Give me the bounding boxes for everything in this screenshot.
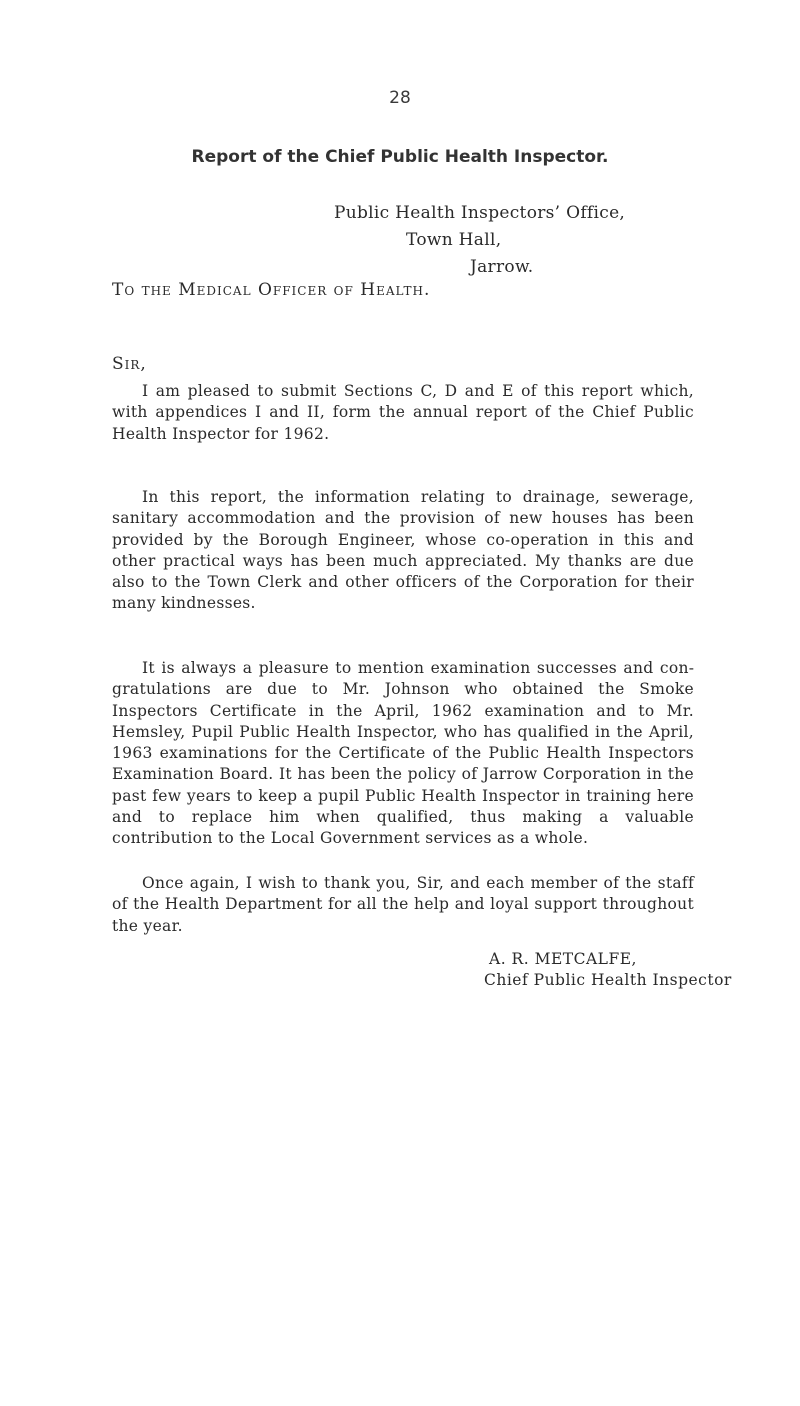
report-heading: Report of the Chief Public Health Inspector. [191,147,609,167]
body-paragraph-1 [112,381,694,445]
signatory-title: Chief Public Health Inspector [484,971,732,990]
address-line-office: Public Health Inspectors’ Office, [334,203,626,223]
page-number: 28 [389,88,411,108]
body-paragraph-2 [112,487,694,615]
signature-block [484,949,732,992]
signatory-name: A. R. METCALFE, [489,950,637,968]
sender-address [330,200,690,281]
paragraph-text: It is always a pleasure to mention examination successes and congratulations are due to Mr. Johnson who obtained the Smoke Inspectors Certificate in the April, 1962 examination and to Mr. Hemsley, Pupil Public Health Inspector, who has qualified in the April, 1963 examinations for the Certificate of the Public Health Inspectors Examination Board. It has been the policy of Jarrow Corporation in the past few years to keep a pupil Public Health Inspector in training here and to replace him when qualified, thus making a valuable contribution to the Local Government services as a whole. [112,659,694,848]
body-paragraph-3 [112,658,694,850]
body-paragraph-4 [112,873,694,937]
paragraph-text: I am pleased to submit Sections C, D and E of this report which, with appendices I and II, form the annual report of the Chief Public Health Inspector for 1962. [112,382,694,443]
address-line-town-hall: Town Hall, [406,230,502,250]
paragraph-text: Once again, I wish to thank you, Sir, and each member of the staff of the Health Department for all the help and loyal support throughout the year. [112,874,694,935]
addressee: To the Medical Officer of Health. [112,280,431,300]
address-line-town: Jarrow. [470,257,534,277]
salutation: Sir, [112,354,147,374]
paragraph-text: In this report, the information relating to drainage, sewerage, sanitary accommodation and the provision of new houses has been provided by the Borough Engineer, whose co-operation in this and other practical ways has been much appreciated. My thanks are due also to the Town Clerk and other officers of the Corporation for their many kindnesses. [112,488,694,613]
